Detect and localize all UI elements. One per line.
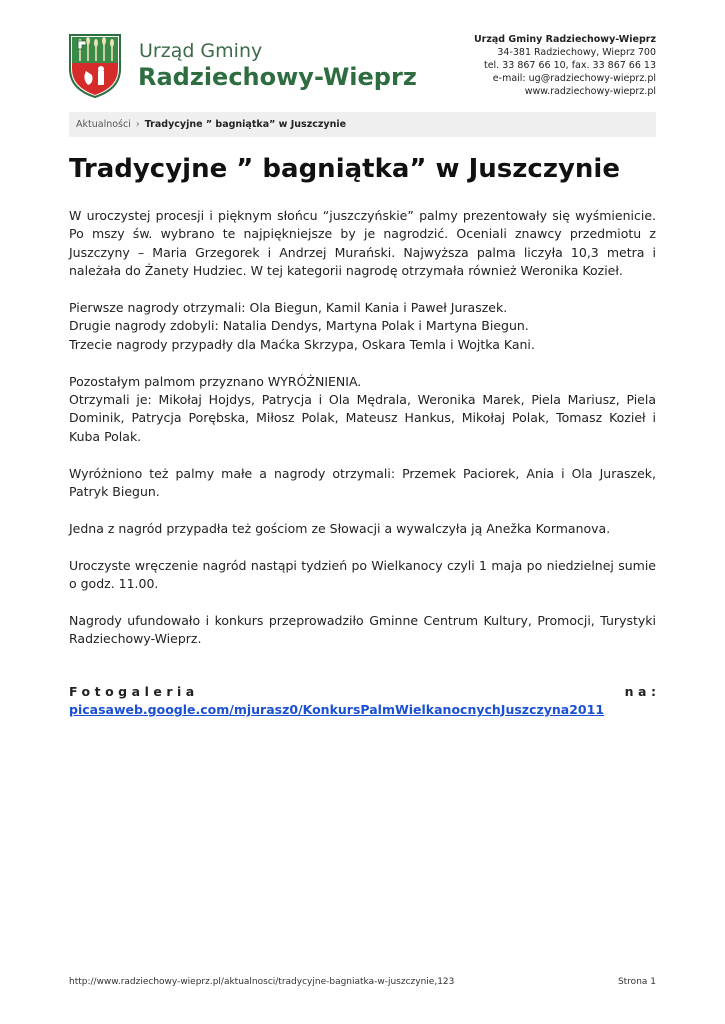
distinctions-intro: Pozostałym palmom przyznano WYRÓŻNIENIA. [69,373,362,389]
contact-phone: tel. 33 867 66 10, fax. 33 867 66 13 [483,60,656,71]
breadcrumb [69,112,656,137]
contact-website[interactable]: www.radziechowy-wieprz.pl [524,86,656,97]
logo-title-line1: Urząd Gminy [139,40,263,62]
article-paragraph: Nagrody ufundowało i konkurs przeprowadziło Gminne Centrum Kultury, Promocji, Turystyki Radziechowy-Wieprz. [69,612,656,647]
awards-first: Pierwsze nagrody otrzymali: Ola Biegun, Kamil Kania i Paweł Juraszek. [69,300,508,316]
gallery-link[interactable]: picasaweb.google.com/mjurasz0/KonkursPalmWielkanocnychJuszczyna2011 [69,702,605,717]
article-paragraph-awards [69,299,656,354]
article-paragraph: Wyróżniono też palmy małe a nagrody otrzymali: Przemek Paciorek, Ania i Ola Juraszek, Patryk Biegun. [69,465,656,500]
footer-url: http://www.radziechowy-wieprz.pl/aktualnosci/tradycyjne-bagniatka-w-juszczynie,123 [69,977,455,987]
breadcrumb-parent-link[interactable]: Aktualności [76,119,131,130]
contact-address: 34-381 Radziechowy, Wieprz 700 [497,47,656,58]
contact-block [474,33,656,98]
awards-third: Trzecie nagrody przypadły dla Maćka Skrzypa, Oskara Temla i Wojtka Kani. [69,336,535,352]
logo-title-line2: Radziechowy-Wieprz [138,63,417,91]
contact-organization: Urząd Gminy Radziechowy-Wieprz [473,34,656,45]
gallery-label: Fotogaleria [69,684,199,699]
article-body [69,207,656,667]
article-paragraph: Jedna z nagród przypadła też gościom ze Słowacji a wywalczyła ją Anežka Kormanova. [69,520,611,536]
photo-gallery-section [69,683,661,719]
page-title: Tradycyjne ” bagniątka” w Juszczynie [69,154,620,184]
article-paragraph-distinctions [69,373,656,447]
page-header [0,0,725,105]
breadcrumb-current: Tradycyjne ” bagniątka” w Juszczynie [144,119,347,130]
gallery-label-suffix: na: [624,684,661,699]
awards-second: Drugie nagrody zdobyli: Natalia Dendys, Martyna Polak i Martyna Biegun. [69,318,529,334]
article-paragraph: Uroczyste wręczenie nagród nastąpi tydzień po Wielkanocy czyli 1 maja po niedzielnej sumie o godz. 11.00. [69,557,656,592]
footer-page-number: Strona 1 [617,977,656,987]
gallery-label-row [69,683,661,701]
article-paragraph: W uroczystej procesji i pięknym słońcu “juszczyńskie” palmy prezentowały się wyśmienicie. Po mszy św. wybrano te najpiękniejsze by je nagrodzić. Oceniali znawcy przedmiotu z Juszczyny – Maria Grzegorek i Andrzej Murański. Najwyższa palma liczyła 10,3 metra i należała do Żanety Hudziec. W tej kategorii nagrodę otrzymała również Weronika Kozieł. [69,208,656,279]
breadcrumb-separator: › [135,119,140,130]
distinctions-list: Otrzymali je: Mikołaj Hojdys, Patrycja i Ola Mędrala, Weronika Marek, Piela Mariusz, Piela Dominik, Patrycja Porębska, Miłosz Polak, Mateusz Hankus, Mikołaj Polak, Tomasz Kozieł i Kuba Polak. [69,392,656,444]
page-footer [69,977,656,987]
contact-email[interactable]: e-mail: ug@radziechowy-wieprz.pl [492,73,656,84]
coat-of-arms-icon [68,33,122,99]
